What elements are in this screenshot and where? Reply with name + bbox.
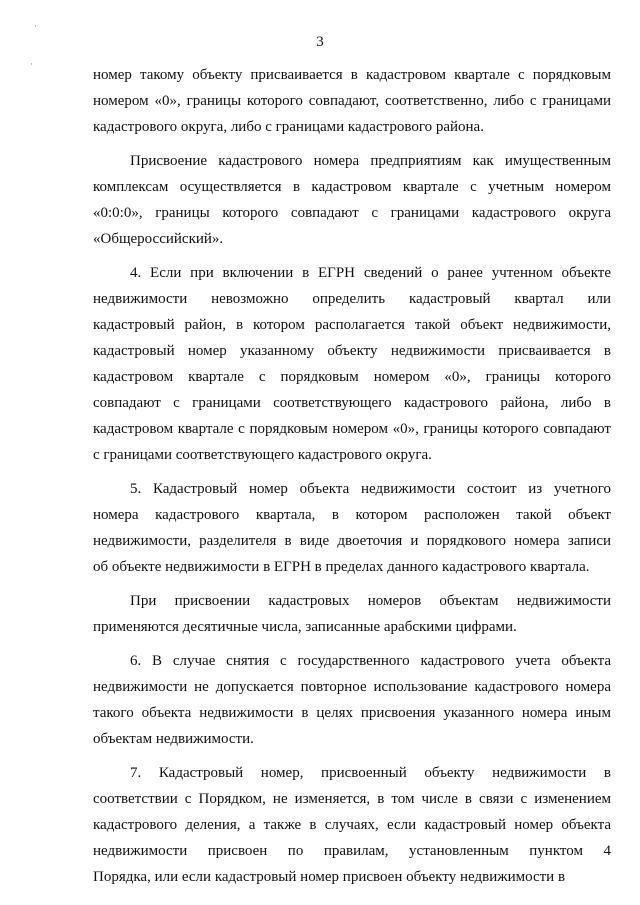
text-line: объектам недвижимости. bbox=[93, 731, 254, 747]
text-line: «Общероссийский». bbox=[93, 231, 224, 247]
text-line: Присвоение кадастрового номера предприятиям как имущественным bbox=[130, 153, 611, 169]
paragraph bbox=[93, 588, 611, 640]
text-line: кадастровом квартале с порядковым номером «0», границы которого совпадают bbox=[93, 421, 611, 437]
text-line: с границами соответствующего кадастрового округа. bbox=[93, 447, 432, 463]
text-line: номером «0», границы которого совпадают, соответственно, либо с границами bbox=[93, 93, 611, 109]
text-line: номера кадастрового квартала, в котором расположен такой объект bbox=[93, 507, 611, 523]
text-line: соответствии с Порядком, не изменяется, в том числе в связи с изменением bbox=[93, 791, 611, 807]
paragraph bbox=[93, 148, 611, 252]
text-line: совпадают с границами соответствующего кадастрового района, либо в bbox=[93, 395, 611, 411]
text-line: кадастрового округа, либо с границами кадастрового района. bbox=[93, 119, 484, 135]
text-line: При присвоении кадастровых номеров объектам недвижимости bbox=[130, 593, 611, 609]
text-line: кадастровый номер указанному объекту недвижимости присваивается в bbox=[93, 343, 611, 359]
text-line: «0:0:0», границы которого совпадают с границами кадастрового округа bbox=[93, 205, 611, 221]
text-line: номер такому объекту присваивается в кадастровом квартале с порядковым bbox=[93, 67, 611, 83]
text-line: 7. Кадастровый номер, присвоенный объекту недвижимости в bbox=[130, 765, 611, 781]
text-line: недвижимости, разделителя в виде двоеточия и порядкового номера записи bbox=[93, 533, 611, 549]
text-line: кадастрового деления, а также в случаях, если кадастровый номер объекта bbox=[93, 817, 611, 833]
text-line: кадастровый район, в котором располагается такой объект недвижимости, bbox=[93, 317, 611, 333]
text-line: 4. Если при включении в ЕГРН сведений о ранее учтенном объекте bbox=[130, 265, 611, 281]
paragraph bbox=[93, 476, 611, 580]
text-line: недвижимости не допускается повторное использование кадастрового номера bbox=[93, 679, 611, 695]
text-line: Порядка, или если кадастровый номер присвоен объекту недвижимости в bbox=[93, 869, 566, 885]
text-line: применяются десятичные числа, записанные арабскими цифрами. bbox=[93, 619, 517, 635]
text-line: недвижимости невозможно определить кадастровый квартал или bbox=[93, 291, 611, 307]
text-line: комплексам осуществляется в кадастровом квартале с учетным номером bbox=[93, 179, 611, 195]
text-line: кадастровом квартале с порядковым номером «0», границы которого bbox=[93, 369, 611, 385]
document-body bbox=[93, 62, 611, 898]
text-line: такого объекта недвижимости в целях присвоения указанного номера иным bbox=[93, 705, 611, 721]
scan-speck: · bbox=[34, 21, 37, 31]
scan-speck: · bbox=[30, 59, 33, 69]
text-line: об объекте недвижимости в ЕГРН в пределах данного кадастрового квартала. bbox=[93, 559, 590, 575]
paragraph bbox=[93, 260, 611, 468]
paragraph bbox=[93, 760, 611, 890]
page-number: 3 bbox=[316, 34, 324, 50]
paragraph bbox=[93, 648, 611, 752]
text-line: 6. В случае снятия с государственного кадастрового учета объекта bbox=[130, 653, 611, 669]
text-line: 5. Кадастровый номер объекта недвижимости состоит из учетного bbox=[130, 481, 611, 497]
text-line: недвижимости присвоен по правилам, установленным пунктом 4 bbox=[93, 843, 611, 859]
paragraph bbox=[93, 62, 611, 140]
